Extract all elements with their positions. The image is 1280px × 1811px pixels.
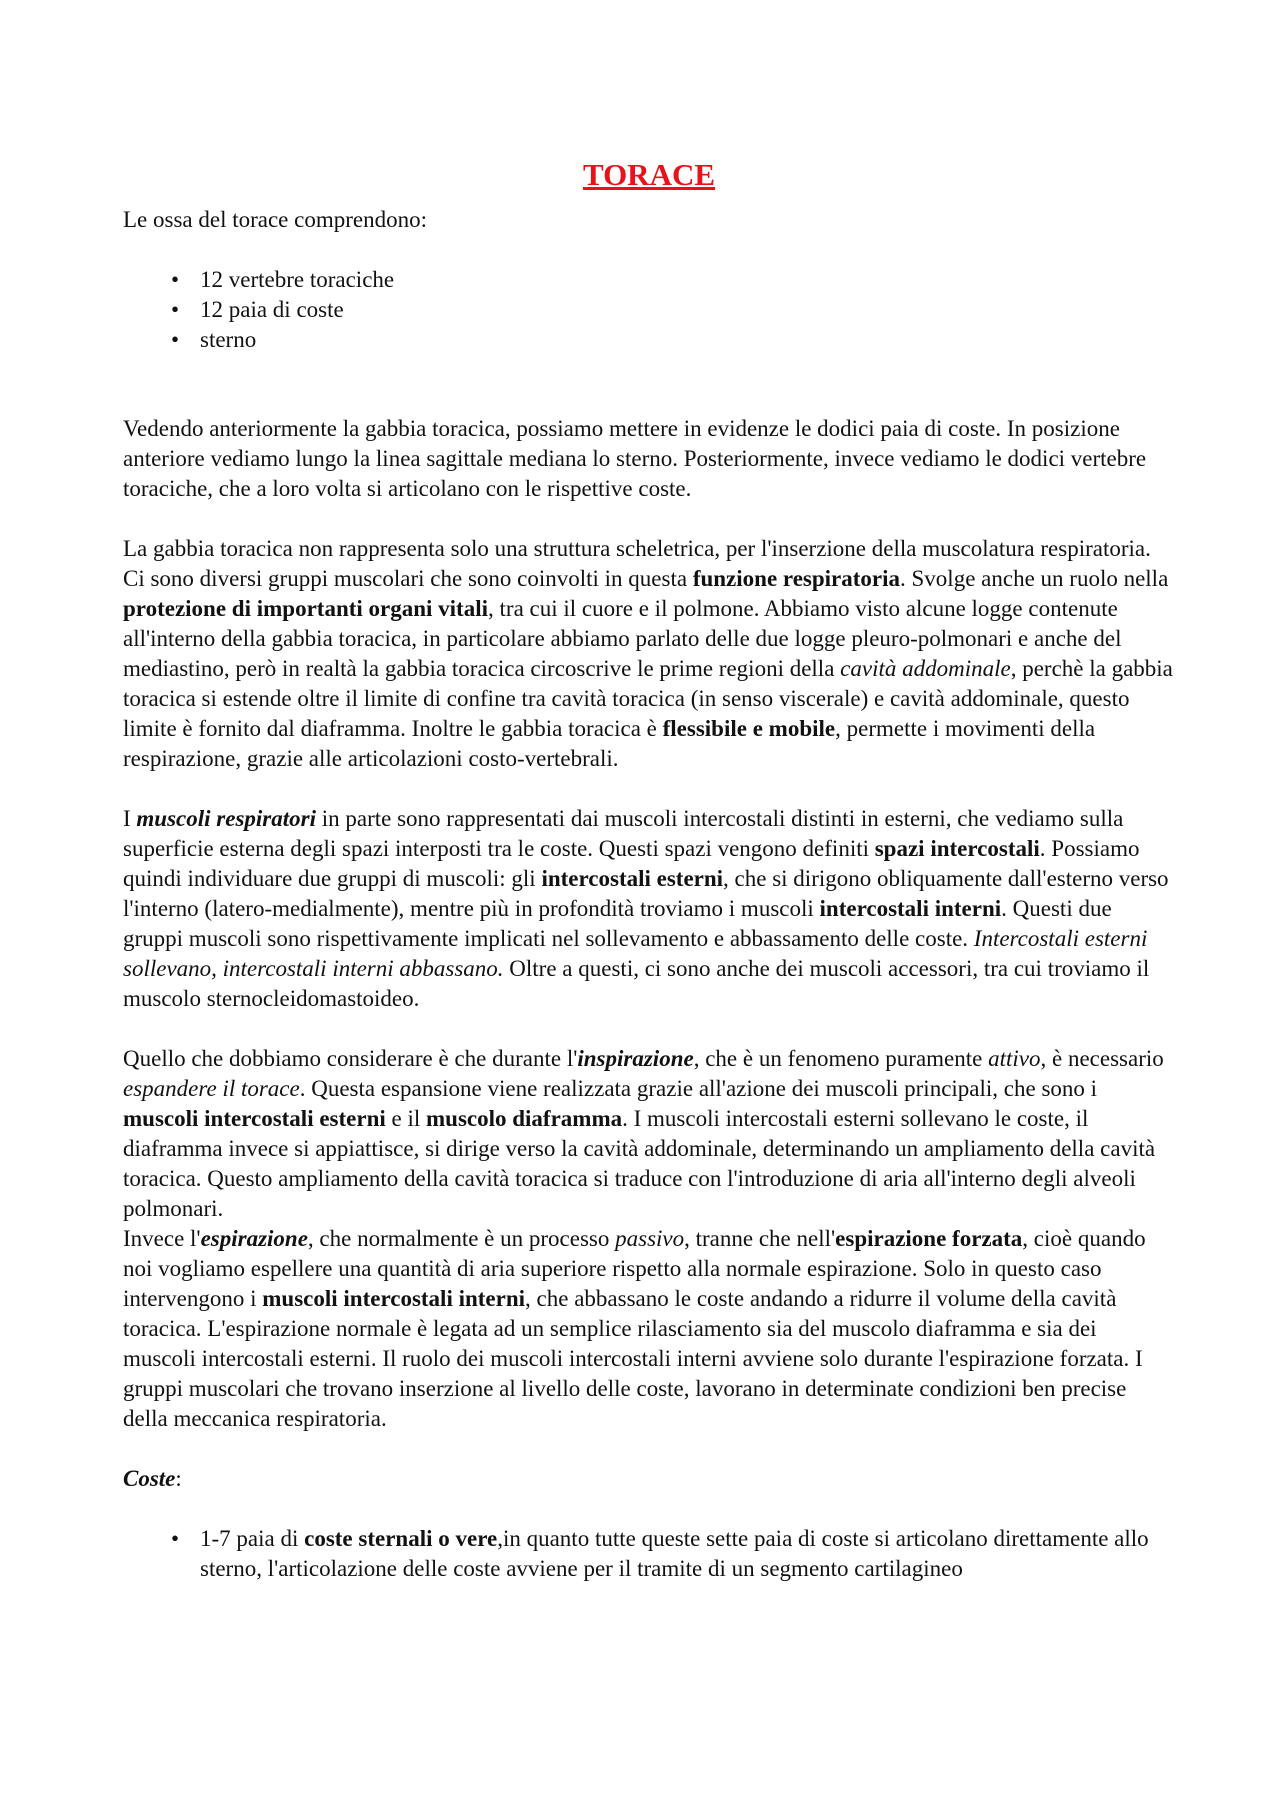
paragraph-muscoli-respiratori: I muscoli respiratori in parte sono rappresentati dai muscoli intercostali distinti in esterni, che vediamo sulla superficie esterna degli spazi interposti tra le coste. Questi spazi vengono definiti spazi intercostali. Possiamo quindi individuare due gruppi di muscoli: gli intercostali esterni, che si dirigono obliquamente dall'esterno verso l'interno (latero-medialmente), mentre più in profondità troviamo i muscoli intercostali interni. Questi due gruppi muscoli sono rispettivamente implicati nel sollevamento e abbassamento delle coste. Intercostali esterni sollevano, intercostali interni abbassano. Oltre a questi, ci sono anche dei muscoli accessori, tra cui troviamo il muscolo sternocleidomastoideo. [123, 806, 1169, 1011]
paragraph-gabbia-toracica: Vedendo anteriormente la gabbia toracica, possiamo mettere in evidenze le dodici paia di coste. In posizione anteriore vediamo lungo la linea sagittale mediana lo sterno. Posteriormente, invece vediamo le dodici vertebre toraciche, che a loro volta si articolano con le rispettive coste. [123, 416, 1147, 501]
paragraph-inspirazione: Quello che dobbiamo considerare è che durante l'inspirazione, che è un fenomeno puramente attivo, è necessario espandere il torace. Questa espansione viene realizzata grazie all'azione dei muscoli principali, che sono i muscoli intercostali esterni e il muscolo diaframma. I muscoli intercostali esterni sollevano le coste, il diaframma invece si appiattisce, si dirige verso la cavità addominale, determinando un ampliamento della cavità toracica. Questo ampliamento della cavità toracica si traduce con l'introduzione di aria all'interno degli alveoli polmonari. [123, 1046, 1164, 1221]
document-content [123, 155, 1175, 1584]
bullet-icon: • [170, 267, 180, 292]
paragraph-espirazione: Invece l'espirazione, che normalmente è un processo passivo, tranne che nell'espirazione forzata, cioè quando noi vogliamo espellere una quantità di aria superiore rispetto alla normale espirazione. Solo in questo caso intervengono i muscoli intercostali interni, che abbassano le coste andando a ridurre il volume della cavità toracica. L'espirazione normale è legata ad un semplice rilasciamento sia del muscolo diaframma e sia dei muscoli intercostali esterni. Il ruolo dei muscoli intercostali interni avviene solo durante l'espirazione forzata. I gruppi muscolari che trovano inserzione al livello delle coste, lavorano in determinate condizioni ben precise della meccanica respiratoria. [123, 1226, 1146, 1431]
list-item: • 12 paia di coste [123, 295, 1175, 325]
bullet-icon: • [170, 1526, 180, 1551]
coste-list [123, 1524, 1175, 1584]
intro-text: Le ossa del torace comprendono: [123, 207, 427, 232]
list-item: • 1-7 paia di coste sternali o vere,in quanto tutte queste sette paia di coste si articolano direttamente allo sterno, l'articolazione delle coste avviene per il tramite di un segmento cartilagineo [123, 1524, 1175, 1584]
bullet-icon: • [170, 297, 180, 322]
bones-list [123, 265, 1175, 355]
coste-heading: Coste: [123, 1466, 182, 1491]
page-title: TORACE [582, 157, 716, 192]
list-item: • 12 vertebre toraciche [123, 265, 1175, 295]
list-item: • sterno [123, 325, 1175, 355]
bullet-icon: • [170, 327, 180, 352]
paragraph-funzione: La gabbia toracica non rappresenta solo una struttura scheletrica, per l'inserzione della muscolatura respiratoria. Ci sono diversi gruppi muscolari che sono coinvolti in questa funzione respiratoria. Svolge anche un ruolo nella protezione di importanti organi vitali, tra cui il cuore e il polmone. Abbiamo visto alcune logge contenute all'interno della gabbia toracica, in particolare abbiamo parlato delle due logge pleuro-polmonari e anche del mediastino, però in realtà la gabbia toracica circoscrive le prime regioni della cavità addominale, perchè la gabbia toracica si estende oltre il limite di confine tra cavità toracica (in senso viscerale) e cavità addominale, questo limite è fornito dal diaframma. Inoltre le gabbia toracica è flessibile e mobile, permette i movimenti della respirazione, grazie alle articolazioni costo-vertebrali. [123, 536, 1173, 771]
